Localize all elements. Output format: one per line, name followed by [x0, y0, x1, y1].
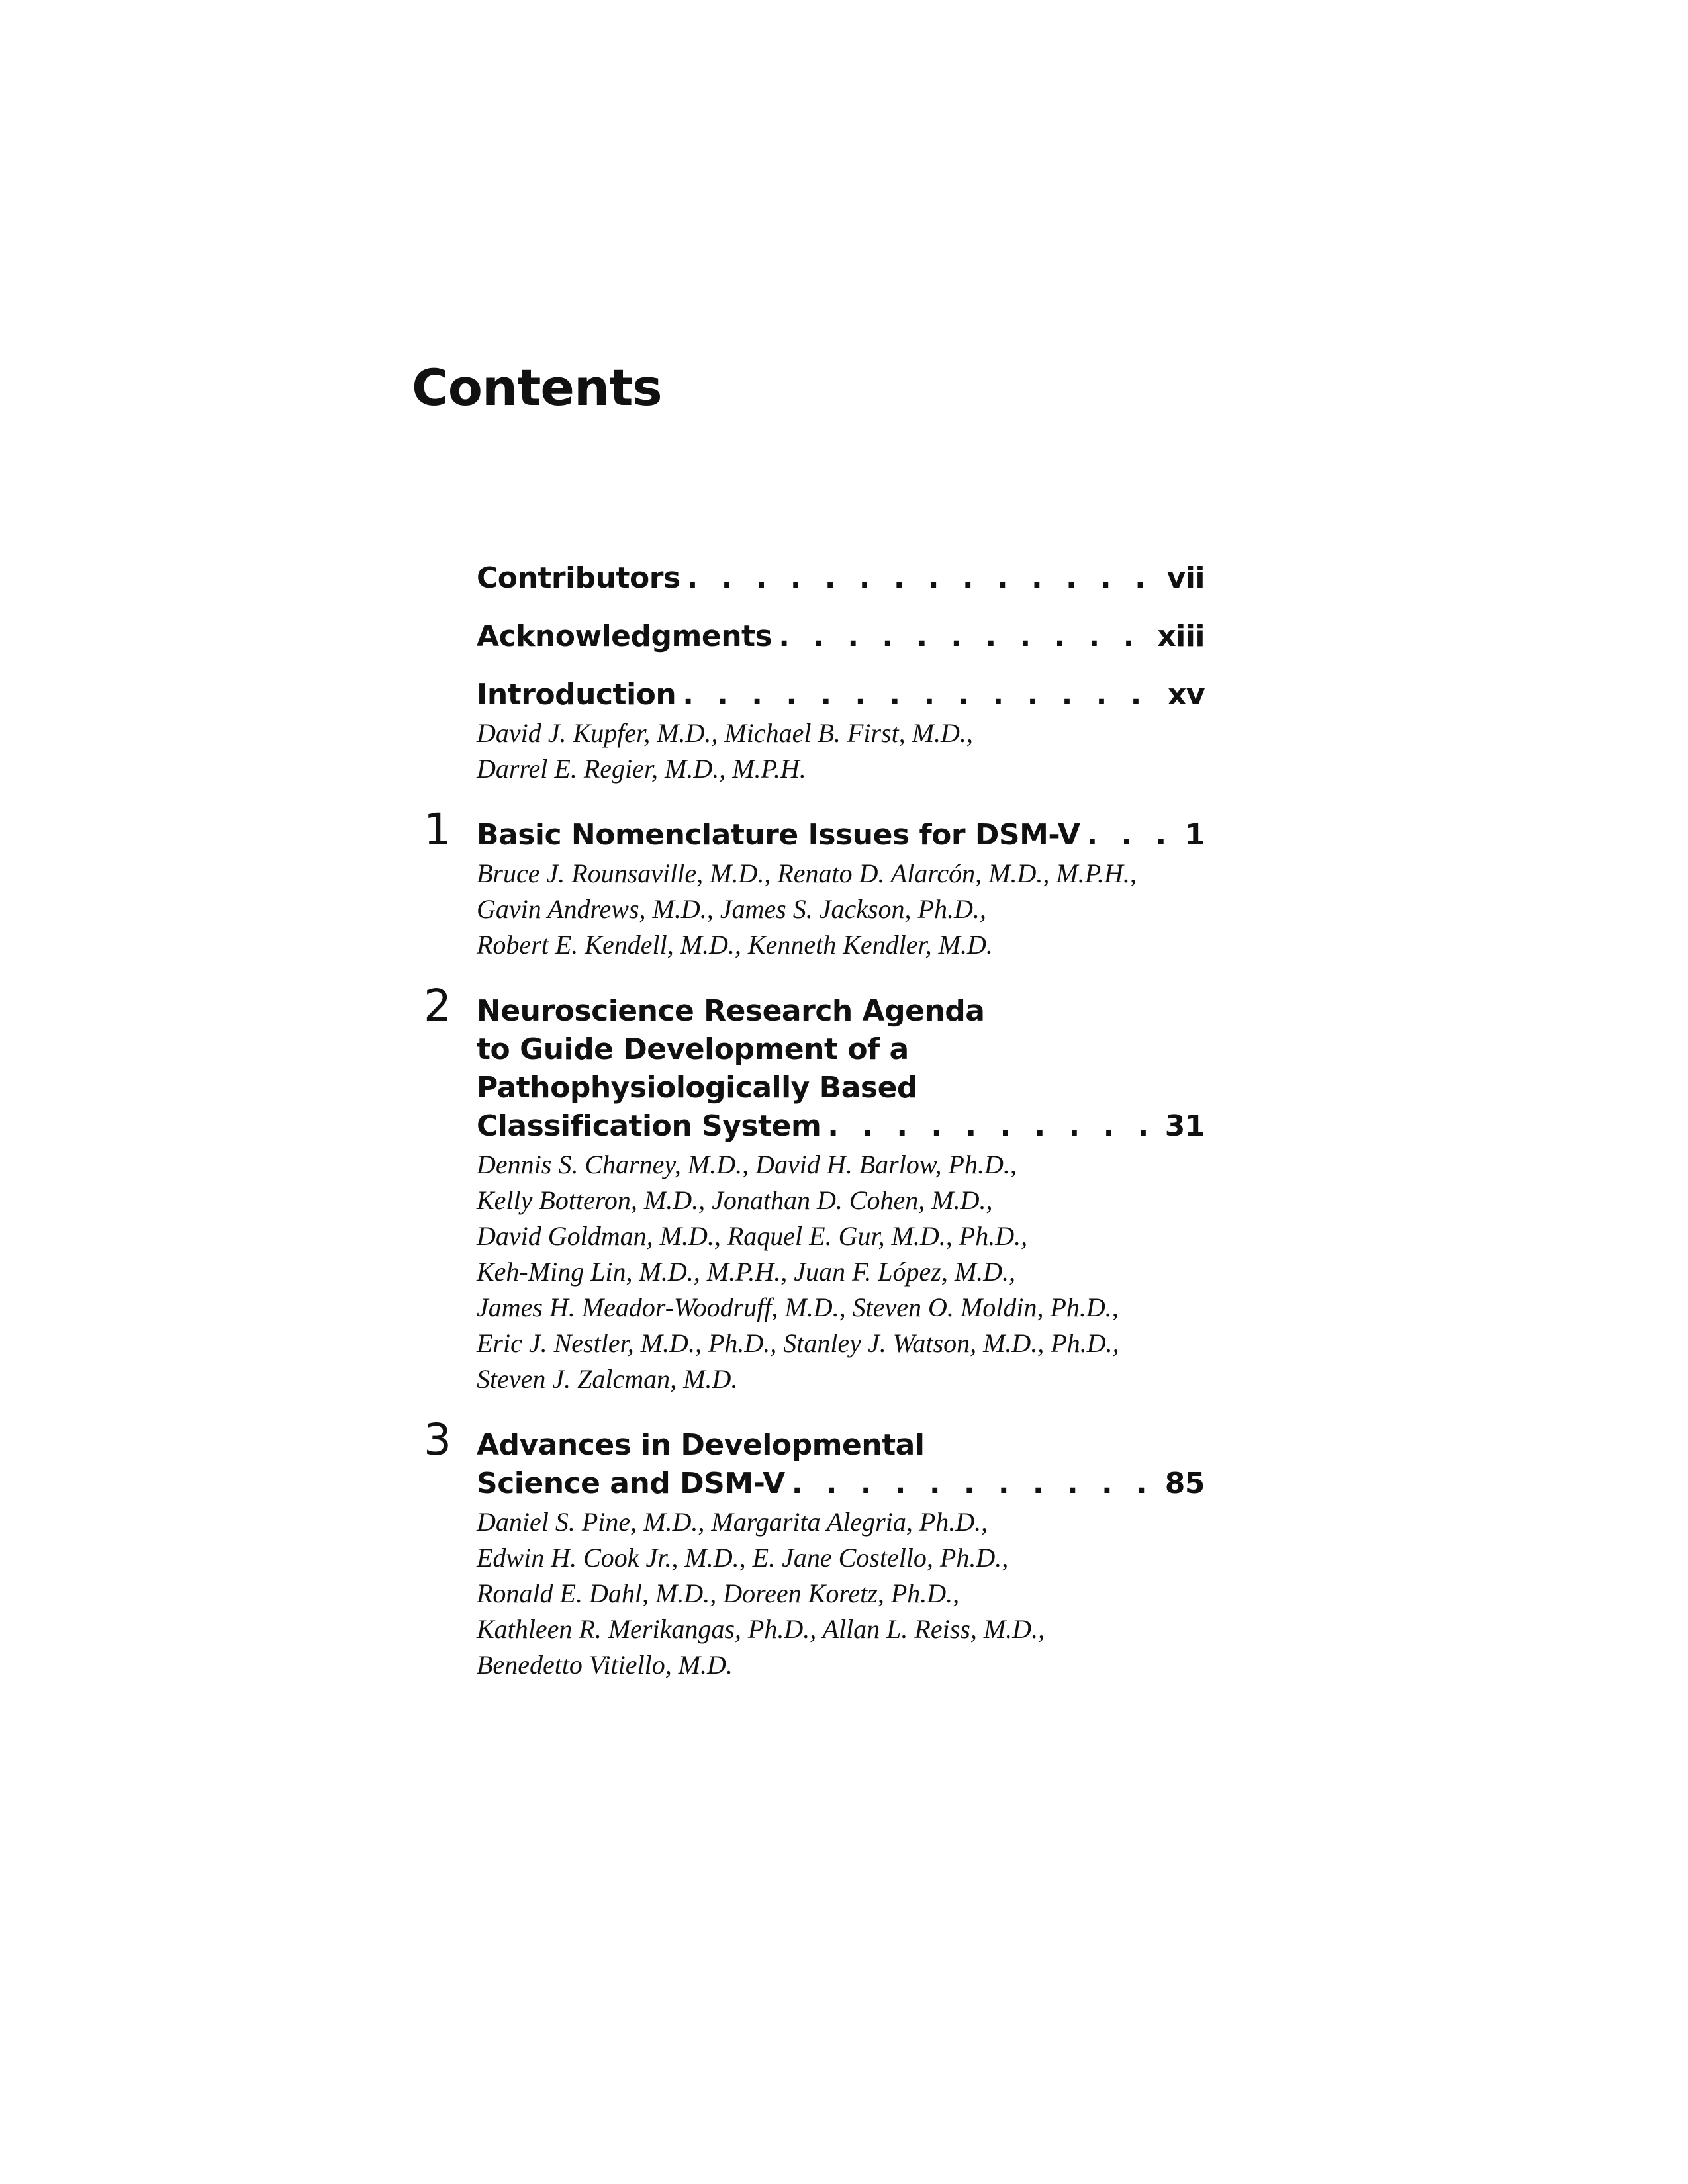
author-line: Gavin Andrews, M.D., James S. Jackson, Ph.D., — [477, 894, 986, 924]
author-line: Benedetto Vitiello, M.D. — [477, 1650, 733, 1680]
author-line: Steven J. Zalcman, M.D. — [477, 1364, 738, 1394]
toc-authors — [477, 856, 1205, 963]
toc-authors — [477, 1504, 1205, 1683]
toc-entry-title: Neuroscience Research Agenda — [477, 994, 985, 1028]
table-of-contents — [424, 559, 1205, 1683]
chapter-number: 3 — [424, 1414, 451, 1465]
toc-page-number: 85 — [1164, 1467, 1205, 1500]
dot-leader — [785, 1465, 1160, 1503]
dot-leader — [772, 617, 1152, 656]
author-line: Kathleen R. Merikangas, Ph.D., Allan L. Reiss, M.D., — [477, 1614, 1045, 1644]
toc-page-number: xv — [1167, 678, 1205, 711]
toc-entry-title: Advances in Developmental — [477, 1428, 925, 1462]
toc-entry-contributors[interactable] — [424, 559, 1205, 598]
toc-entry-title: Science and DSM-V — [477, 1467, 785, 1500]
author-line: David Goldman, M.D., Raquel E. Gur, M.D., Ph.D., — [477, 1221, 1028, 1251]
toc-entry-title-line — [477, 1107, 1205, 1146]
author-line: David J. Kupfer, M.D., Michael B. First, M.D., — [477, 718, 973, 748]
toc-entry-title: Introduction — [477, 678, 677, 711]
toc-page-number: vii — [1166, 561, 1205, 595]
toc-chapter-3[interactable] — [424, 1414, 1205, 1683]
author-line: Bruce J. Rounsaville, M.D., Renato D. Alarcón, M.D., M.P.H., — [477, 858, 1137, 888]
toc-entry-title: to Guide Development of a — [477, 1032, 909, 1066]
chapter-number: 2 — [424, 980, 451, 1031]
dot-leader — [821, 1107, 1159, 1146]
toc-entry-title: Acknowledgments — [477, 619, 773, 653]
toc-chapter-2[interactable] — [424, 980, 1205, 1397]
toc-entry-title-line — [477, 816, 1205, 854]
dot-leader — [1080, 816, 1179, 854]
toc-entry-introduction[interactable] — [424, 676, 1205, 787]
author-line: James H. Meador-Woodruff, M.D., Steven O. Moldin, Ph.D., — [477, 1293, 1119, 1322]
toc-entry-title-line — [477, 617, 1205, 656]
toc-entry-title: Contributors — [477, 561, 680, 595]
toc-entry-title: Basic Nomenclature Issues for DSM-V — [477, 818, 1080, 852]
toc-entry-title: Classification System — [477, 1109, 821, 1143]
author-line: Daniel S. Pine, M.D., Margarita Alegria, Ph.D., — [477, 1507, 988, 1537]
author-line: Ronald E. Dahl, M.D., Doreen Koretz, Ph.D., — [477, 1578, 960, 1608]
toc-authors — [477, 715, 1205, 787]
author-line: Keh-Ming Lin, M.D., M.P.H., Juan F. López, M.D., — [477, 1257, 1016, 1287]
toc-entry-title: Pathophysiologically Based — [477, 1071, 917, 1105]
author-line: Darrel E. Regier, M.D., M.P.H. — [477, 754, 806, 784]
chapter-number: 1 — [424, 804, 451, 855]
author-line: Eric J. Nestler, M.D., Ph.D., Stanley J. Watson, M.D., Ph.D., — [477, 1328, 1119, 1358]
toc-page-number: 1 — [1184, 818, 1205, 852]
page-title: Contents — [412, 358, 662, 417]
toc-authors — [477, 1147, 1205, 1397]
author-line: Kelly Botteron, M.D., Jonathan D. Cohen, M.D., — [477, 1185, 993, 1215]
toc-entry-title-line — [477, 559, 1205, 598]
toc-entry-title-line — [477, 1465, 1205, 1503]
toc-chapter-1[interactable] — [424, 804, 1205, 963]
author-line: Robert E. Kendell, M.D., Kenneth Kendler, M.D. — [477, 930, 993, 960]
toc-entry-title-line — [477, 676, 1205, 714]
toc-page-number: xiii — [1157, 619, 1205, 653]
author-line: Dennis S. Charney, M.D., David H. Barlow, Ph.D., — [477, 1150, 1017, 1179]
toc-page-number: 31 — [1164, 1109, 1205, 1143]
dot-leader — [676, 676, 1162, 714]
author-line: Edwin H. Cook Jr., M.D., E. Jane Costello, Ph.D., — [477, 1543, 1009, 1572]
toc-entry-acknowledgments[interactable] — [424, 617, 1205, 656]
dot-leader — [680, 559, 1162, 598]
